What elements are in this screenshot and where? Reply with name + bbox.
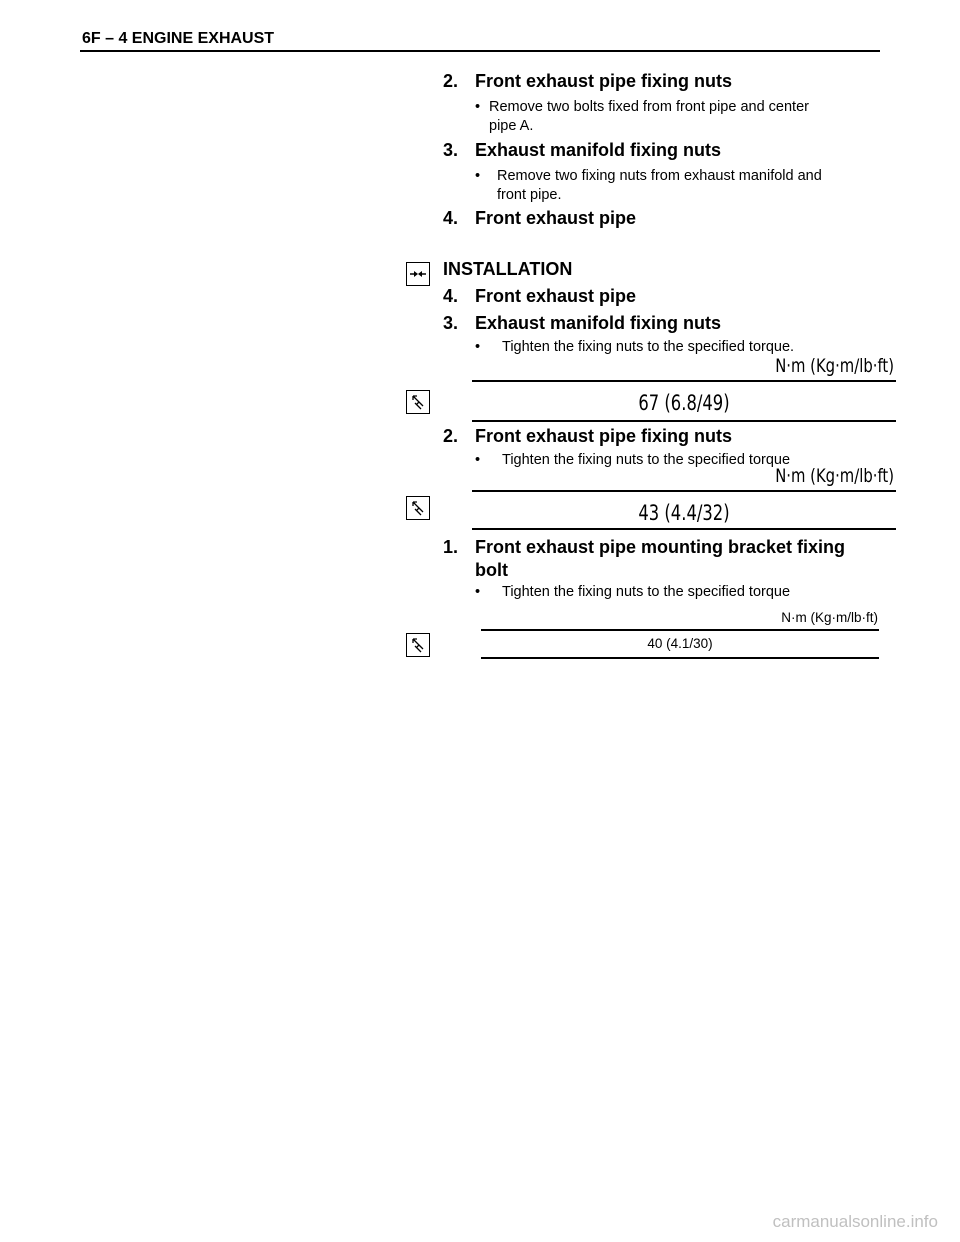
torque-wrench-icon xyxy=(406,390,430,414)
install-arrows-icon xyxy=(406,262,430,286)
install-step-2 xyxy=(443,426,732,447)
step-title-cont: bolt xyxy=(475,560,508,580)
torque-rule-bottom xyxy=(472,528,896,530)
torque-rule-top xyxy=(481,629,879,631)
step-title: Exhaust manifold fixing nuts xyxy=(475,140,722,160)
bullet-text: Tighten the fixing nuts to the specified torque xyxy=(502,584,791,600)
step-number: 1. xyxy=(443,537,459,557)
step-number: 2. xyxy=(443,71,459,91)
bullet-text: Tighten the fixing nuts to the specified torque xyxy=(502,452,791,468)
header-rule xyxy=(80,50,880,52)
torque-rule-top xyxy=(472,490,896,492)
removal-step-2-bullet: • Remove two bolts fixed from front pipe and center pipe A. xyxy=(475,99,809,134)
step-number: 2. xyxy=(443,426,459,446)
step-title: Front exhaust pipe mounting bracket fixing xyxy=(475,537,846,557)
install-step-2-bullet: • Tighten the fixing nuts to the specified torque xyxy=(475,452,791,468)
step-title: Front exhaust pipe xyxy=(475,208,637,228)
torque-rule-bottom xyxy=(472,420,896,422)
step-title: Front exhaust pipe fixing nuts xyxy=(475,71,733,91)
bullet-text-cont: pipe A. xyxy=(489,118,534,134)
torque-rule-top xyxy=(472,380,896,382)
bullet-text: Remove two fixing nuts from exhaust manifold and xyxy=(497,168,822,184)
step-number: 3. xyxy=(443,140,459,160)
torque-value: 40 (4.1/30) xyxy=(647,636,713,651)
torque-unit-label: N·m (Kg·m/lb·ft) xyxy=(775,465,894,487)
torque-unit-label: N·m (Kg·m/lb·ft) xyxy=(781,610,878,625)
torque-wrench-icon xyxy=(406,633,430,657)
step-title: Front exhaust pipe xyxy=(475,286,637,306)
step-number: 4. xyxy=(443,286,459,306)
removal-step-4 xyxy=(443,208,636,229)
step-title: Exhaust manifold fixing nuts xyxy=(475,313,722,333)
removal-step-3-bullet: • Remove two fixing nuts from exhaust manifold and front pipe. xyxy=(475,168,822,203)
removal-step-3 xyxy=(443,140,721,161)
step-number: 3. xyxy=(443,313,459,333)
bullet-text: Remove two bolts fixed from front pipe and center xyxy=(489,99,809,115)
removal-step-2 xyxy=(443,71,732,92)
bullet-text: Tighten the fixing nuts to the specified torque. xyxy=(502,339,795,355)
bullet-text-cont: front pipe. xyxy=(497,187,562,203)
install-step-1 xyxy=(443,536,845,582)
torque-value: 43 (4.4/32) xyxy=(638,501,730,525)
install-step-4 xyxy=(443,286,636,307)
install-step-1-bullet: • Tighten the fixing nuts to the specified torque xyxy=(475,584,791,600)
install-step-3 xyxy=(443,313,721,334)
page-header: 6F – 4 ENGINE EXHAUST xyxy=(82,30,275,47)
torque-unit-label: N·m (Kg·m/lb·ft) xyxy=(775,355,894,377)
installation-heading: INSTALLATION xyxy=(443,259,573,279)
step-title: Front exhaust pipe fixing nuts xyxy=(475,426,733,446)
torque-wrench-icon xyxy=(406,496,430,520)
torque-value: 67 (6.8/49) xyxy=(638,391,730,415)
torque-rule-bottom xyxy=(481,657,879,659)
step-number: 4. xyxy=(443,208,459,228)
watermark: carmanualsonline.info xyxy=(772,1212,938,1231)
install-step-3-bullet: • Tighten the fixing nuts to the specified torque. xyxy=(475,339,795,355)
